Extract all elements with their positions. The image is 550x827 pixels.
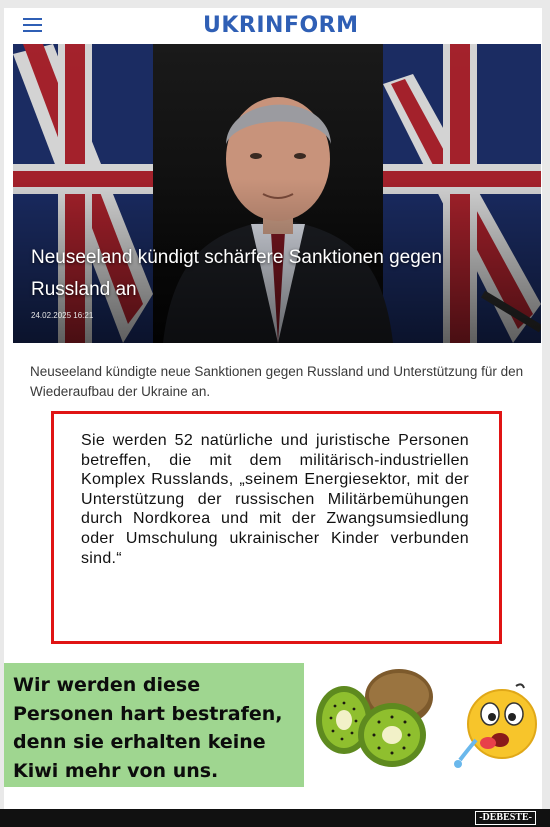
article-date: 24.02.2025 16:21 [31,311,94,320]
frame-top [0,0,550,8]
article-hero-image[interactable] [13,44,541,343]
meme-caption-box [4,663,304,787]
hamburger-menu-icon[interactable] [23,17,43,33]
quote-highlight-box [51,411,502,644]
crying-emoji-icon [452,680,544,775]
kiwi-fruit-icon [314,665,439,770]
top-navigation-bar [13,8,541,44]
quote-text: Sie werden 52 natürliche und juristische Personen betreffen, die mit dem militärisch-industriellen Komplex Russlands, „seinem Energiesektor, mit der Unterstützung der russischen Militärbemühungen durch Nordkorea und mit der Zwangsumsiedlung oder Umschulung ukrainischer Kinder verbunden sind.“ [81,432,469,567]
footer-bar [0,809,550,827]
footer-brand[interactable]: -DEBESTE- [475,811,536,825]
article-lead: Neuseeland kündigte neue Sanktionen gegen Russland und Unterstützung für den Wiederaufbau der Ukraine an. [30,364,524,399]
meme-caption: Wir werden diese Personen hart bestrafen, denn sie erhalten keine Kiwi mehr von uns. [13,674,283,782]
site-logo[interactable]: UKRINFORM [203,13,359,38]
article-title[interactable]: Neuseeland kündigt schärfere Sanktionen gegen Russland an [31,247,442,300]
